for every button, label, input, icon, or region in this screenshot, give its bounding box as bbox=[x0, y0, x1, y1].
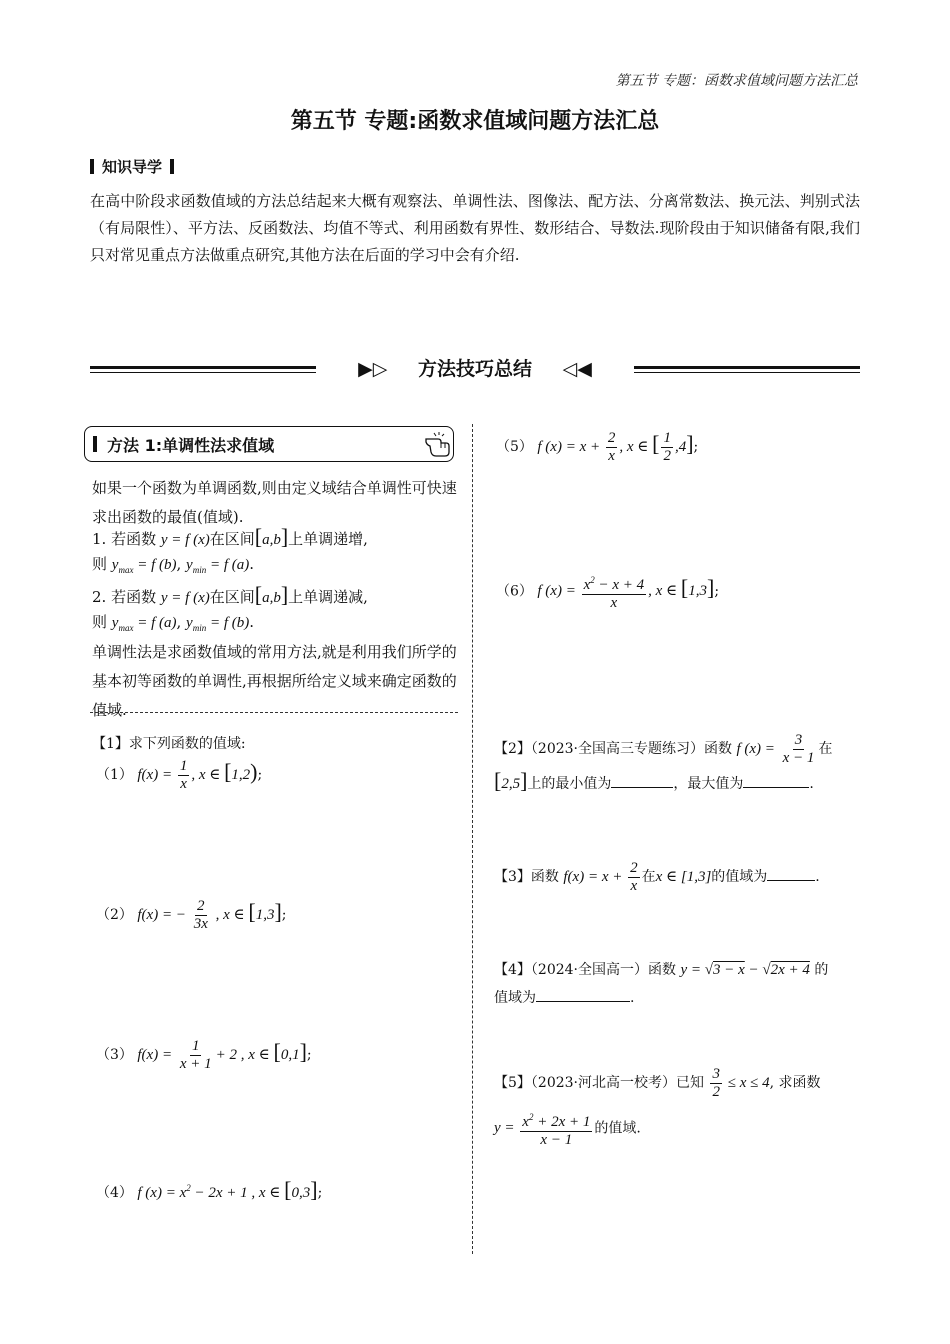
column-divider bbox=[472, 424, 473, 1254]
answer-blank-max[interactable] bbox=[743, 773, 809, 788]
heading-bar-right bbox=[170, 159, 174, 174]
heading-bar-left bbox=[90, 159, 94, 174]
banner-arrows-right: ◁◀ bbox=[562, 358, 592, 380]
method1-rule2: 2. 若函数 y = f (x)在区间[a,b]上单调递减, bbox=[92, 582, 368, 607]
method1-rule2-result: 则 $y_{max} = f$ (a), $y_{min} = f$ (b). bbox=[92, 613, 255, 633]
running-header: 第五节 专题：函数求值域问题方法汇总 bbox=[615, 73, 858, 89]
banner-label: 方法技巧总结 bbox=[417, 358, 532, 380]
question-1-part2: （2） f(x) = − $\frac{2}{3x}$ , x ∈ [1,3]; bbox=[96, 898, 287, 933]
answer-blank-range[interactable] bbox=[536, 987, 630, 1002]
page-title: 第五节 专题:函数求值域问题方法汇总 bbox=[290, 109, 660, 134]
knowledge-guide-heading bbox=[90, 156, 174, 177]
method1-title: 方法 1:单调性法求值域 bbox=[107, 435, 275, 455]
answer-blank-min[interactable] bbox=[611, 773, 673, 788]
method1-title-box bbox=[84, 426, 454, 462]
question-3: 【3】函数 f(x) = x + $\frac{2}{x}$ 在x ∈ [1,3]的值域为 . bbox=[494, 860, 820, 894]
method1-rule1: 1. 若函数 y = f (x)在区间[a,b]上单调递增, bbox=[92, 524, 368, 549]
method1-para-end: 单调性法是求函数值域的常用方法,就是利用我们所学的基本初等函数的单调性,再根据所给定义域来确定函数的值域. bbox=[92, 643, 457, 719]
question-1-stem: 【1】求下列函数的值域: bbox=[92, 736, 246, 752]
banner-arrows-left: ▶▷ bbox=[358, 358, 388, 380]
question-2: 【2】（2023·全国高三专题练习）函数 f (x) = $\frac{3}{x - 1}$ 在 [2,5]上的最小值为 ，最大值为 . bbox=[494, 732, 833, 793]
section-banner bbox=[0, 354, 950, 381]
knowledge-guide-label: 知识导学 bbox=[102, 158, 163, 176]
question-1-part3: （3） f(x) = $\frac{1}{x + 1}$ + 2 , x ∈ [0,1]; bbox=[96, 1038, 312, 1073]
question-1-part5: （5） f (x) = x + $\frac{2}{x}$ , x ∈ [ $\frac{1}{2}$ ,4]; bbox=[496, 430, 699, 465]
method1-rule1-result: 则 $y_{max} = f$ (b), $y_{min} = f$ (a). bbox=[92, 555, 255, 575]
method1-para1: 如果一个函数为单调函数,则由定义域结合单调性可快速求出函数的最值(值域). bbox=[92, 479, 457, 526]
question-1-part4: （4） f $(x) = x^2 - 2x + 1$ , x ∈ [0,3]; bbox=[96, 1177, 323, 1202]
question-1-part6: （6） f (x) = $\frac{x^2 - x + 4}{x}$ , x ∈ [1,3]; bbox=[496, 572, 719, 612]
question-1-part1: （1） f(x) = $\frac{1}{x}$ , x ∈ [1,2); bbox=[96, 758, 263, 793]
knowledge-guide-text: 在高中阶段求函数值域的方法总结起来大概有观察法、单调性法、图像法、配方法、分离常数法、换元法、判别式法（有局限性）、平方法、反函数法、均值不等式、利用函数有界性、数形结合、导数法.现阶段由于知识储备有限,我们只对常见重点方法做重点研究,其他方法在后面的学习中会有介绍. bbox=[90, 192, 860, 264]
question-5: 【5】（2023·河北高一校考）已知 $\frac{3}{2}$ ≤ x ≤ 4, 求函数 y = $\frac{x^2 + 2x + 1}{x - 1}$ 的值域. bbox=[494, 1066, 821, 1148]
pointing-hand-icon bbox=[424, 430, 456, 462]
question-4: 【4】（2024·全国高一）函数 y = √3 − x − √2x + 4 的 值域为 . bbox=[494, 962, 829, 1006]
answer-blank-range[interactable] bbox=[767, 866, 815, 881]
section-divider bbox=[90, 712, 458, 713]
method-bar bbox=[93, 436, 97, 452]
